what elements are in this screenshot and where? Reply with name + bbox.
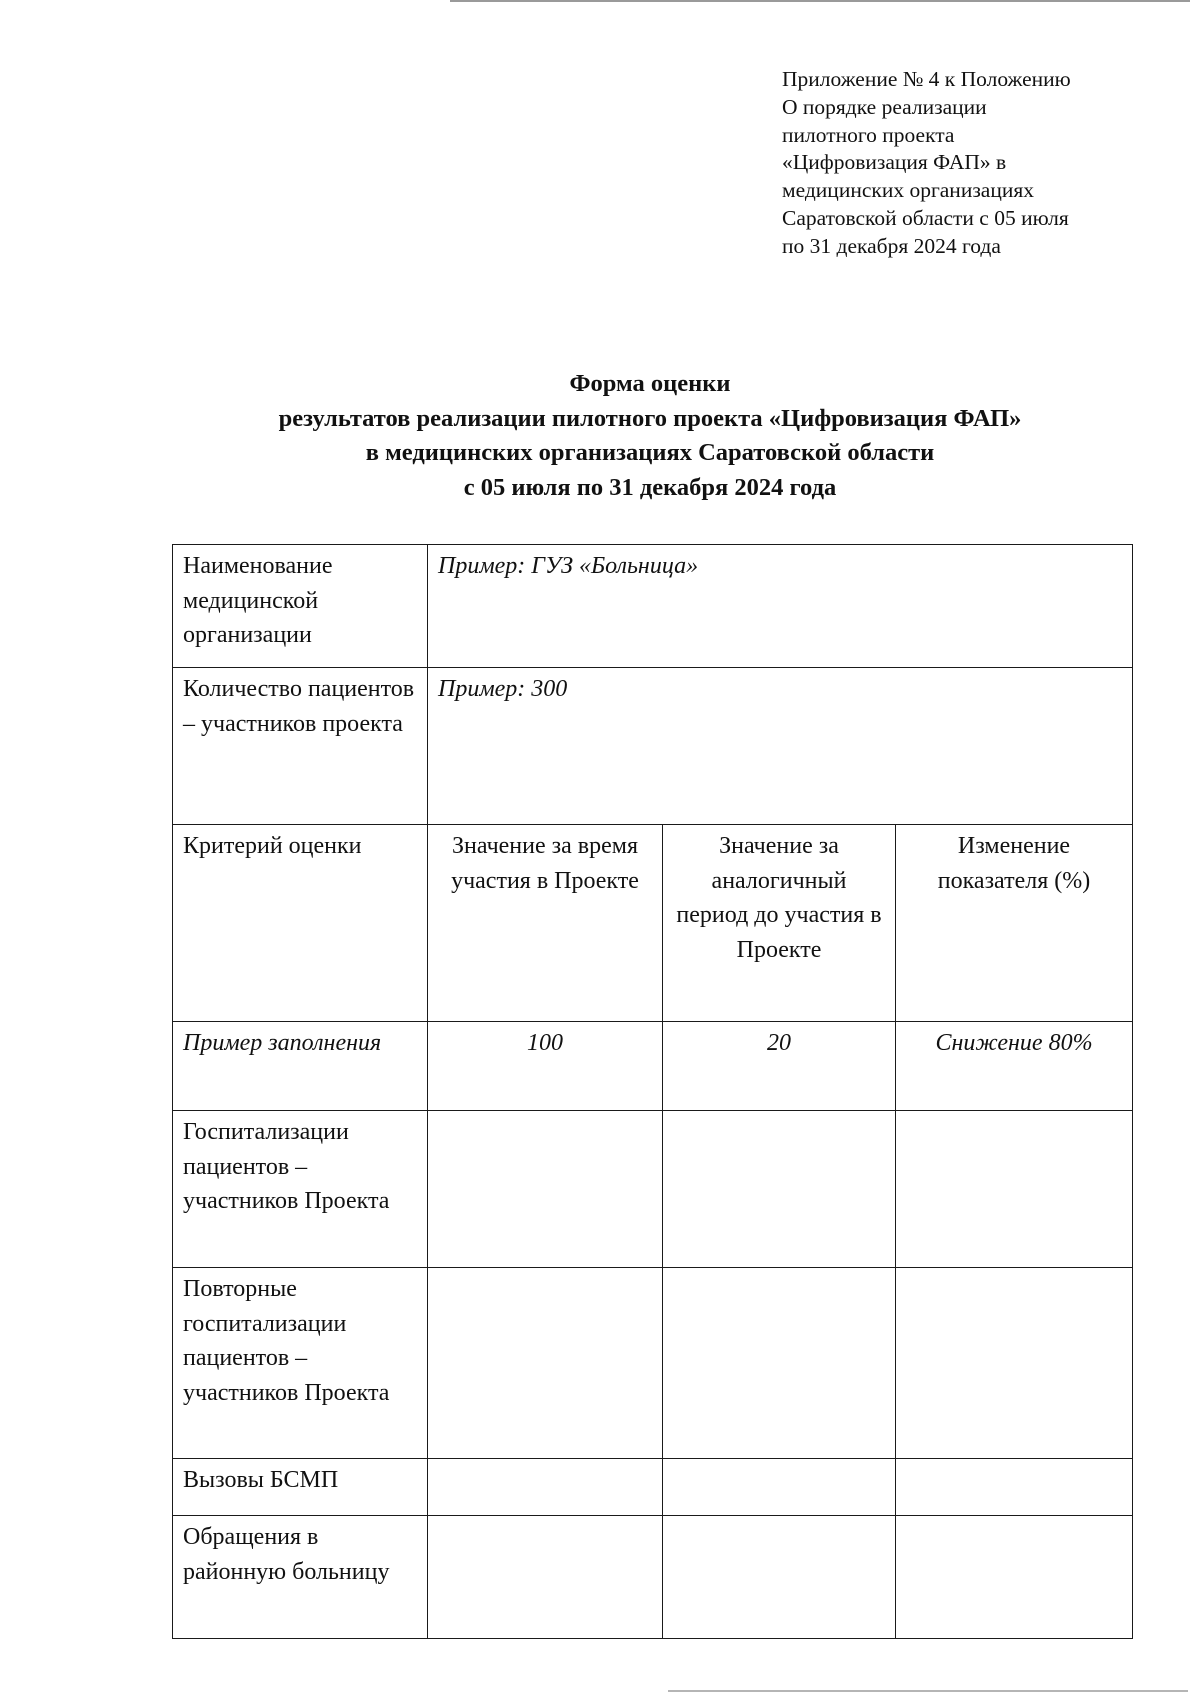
org-value-cell: Пример: ГУЗ «Больница» [428,545,1133,668]
table-row [173,1516,1133,1639]
scan-edge-line-top [450,0,1190,2]
example-value-before: 20 [663,1022,896,1111]
empty-cell [428,1459,663,1516]
table-row-organization [173,545,1133,668]
appendix-line: «Цифровизация ФАП» в [782,150,1007,175]
evaluation-table [172,544,1133,1639]
table-row-patient-count [173,668,1133,825]
appendix-line: Саратовской области с 05 июля [782,205,1069,230]
empty-cell [663,1268,896,1459]
title-line: с 05 июля по 31 декабря 2024 года [463,473,837,501]
header-value-before: Значение за аналогичный период до участия в Проекте [663,825,896,1022]
header-change: Изменение показателя (%) [896,825,1133,1022]
count-label-cell: Количество пациентов – участников проекта [173,668,428,825]
appendix-line: по 31 декабря 2024 года [782,233,1001,258]
empty-cell [663,1459,896,1516]
table-row [173,1111,1133,1268]
criterion-hospital-visits: Обращения в районную больницу [173,1516,428,1639]
empty-cell [663,1516,896,1639]
criterion-ambulance-calls: Вызовы БСМП [173,1459,428,1516]
empty-cell [896,1268,1133,1459]
example-value-during: 100 [428,1022,663,1111]
title-line: в медицинских организациях Саратовской области [365,439,935,466]
appendix-line: медицинских организациях [782,178,1035,203]
criterion-hospitalizations: Госпитализации пациентов – участников Проекта [173,1111,428,1268]
table-row-example [173,1022,1133,1111]
org-label-cell: Наименование медицинской организации [173,545,428,668]
example-label-cell: Пример заполнения [173,1022,428,1111]
scan-edge-line-bottom [668,1690,1188,1692]
title-line: Форма оценки [569,370,731,397]
appendix-line: О порядке реализации [782,94,987,119]
table-header-row [173,825,1133,1022]
empty-cell [663,1111,896,1268]
empty-cell [428,1111,663,1268]
count-value-cell: Пример: 300 [428,668,1133,825]
empty-cell [896,1459,1133,1516]
empty-cell [428,1516,663,1639]
title-line: результатов реализации пилотного проекта «Цифровизация ФАП» [278,404,1022,432]
table-row [173,1268,1133,1459]
table-row [173,1459,1133,1516]
header-value-during: Значение за время участия в Проекте [428,825,663,1022]
empty-cell [428,1268,663,1459]
empty-cell [896,1111,1133,1268]
empty-cell [896,1516,1133,1639]
form-title [100,367,1200,505]
header-criterion: Критерий оценки [173,825,428,1022]
criterion-rehospitalizations: Повторные госпитализации пациентов – участников Проекта [173,1268,428,1459]
example-change: Снижение 80% [896,1022,1133,1111]
appendix-note [782,66,1182,261]
appendix-line: пилотного проекта [782,122,955,147]
appendix-line: Приложение № 4 к Положению [782,67,1071,91]
